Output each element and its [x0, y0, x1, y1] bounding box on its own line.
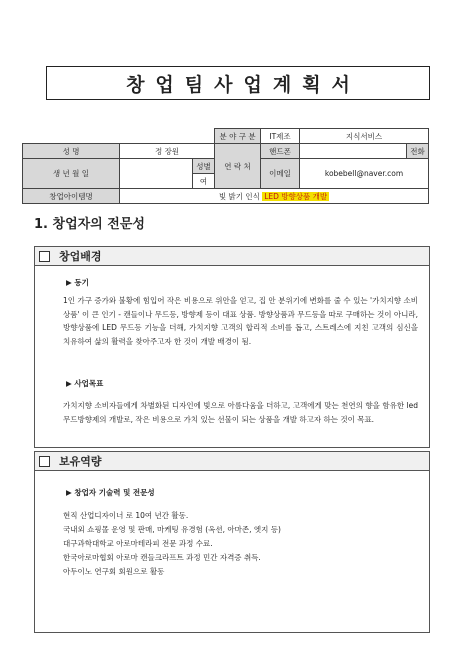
document-title-box — [46, 66, 430, 100]
phone-label: 전화 — [407, 144, 429, 159]
item-value: 빛 밝기 인식 LED 방향상품 개발 — [120, 189, 429, 204]
motive-text: 1인 가구 증가와 불황에 힘입어 작은 비용으로 위안을 얻고, 집 안 분위기에 변화를 줄 수 있는 '가치지향 소비상품' 이 큰 인기 - 캔들이나 무드등, 방향제 등이 대표 상품. 방향상품과 무드등을 따로 구매하는 것이 아니라, 방향상품에 LED 무드등 기능을 더해, 가치지향 고객의 합리적 소비를 돕고, 스트레스에 지친 고객의 심신을 치유하여 삶의 활력을 찾아주고자 한 것이 개발 배경이 됨. — [63, 296, 418, 346]
motive-title: ▶ 동기 — [66, 278, 89, 287]
applicant-info-table — [22, 128, 429, 204]
checkbox-square-icon — [39, 251, 50, 262]
gender-label: 성별 — [193, 159, 215, 174]
capability-box-header — [35, 452, 429, 471]
expertise-line: 한국아로마협회 아로마 캔들크라프트 과정 민간 자격증 취득. — [63, 553, 261, 562]
motive-block — [66, 277, 421, 288]
field-value: IT제조 — [261, 129, 300, 144]
motive-text-block — [63, 294, 418, 348]
expertise-list — [63, 509, 418, 579]
email-label: 이메일 — [261, 159, 300, 189]
background-heading: 창업배경 — [59, 250, 102, 263]
contact-label: 연 락 처 — [215, 144, 261, 189]
expertise-line: 아두이노 연구회 회원으로 활동 — [63, 567, 165, 576]
goal-title: ▶ 사업목표 — [66, 379, 104, 388]
mobile-value — [300, 144, 407, 159]
name-value: 정 장원 — [120, 144, 215, 159]
expertise-line: 현직 산업디자이너 로 10여 년간 활동. — [63, 511, 189, 520]
field-label: 분 야 구 분 — [215, 129, 261, 144]
document-title: 창업팀사업계획서 — [126, 73, 361, 96]
section-heading-expertise: 1. 창업자의 전문성 — [34, 217, 145, 232]
field-value-2: 지식서비스 — [300, 129, 429, 144]
expertise-block — [66, 487, 421, 498]
gender-value: 여 — [193, 174, 215, 189]
birth-label: 생 년 월 일 — [23, 159, 120, 189]
name-label: 성 명 — [23, 144, 120, 159]
checkbox-square-icon — [39, 456, 50, 467]
item-label: 창업아이템명 — [23, 189, 120, 204]
background-box-header — [35, 247, 429, 266]
birth-value — [120, 159, 193, 189]
item-highlight: LED 방향상품 개발 — [264, 191, 328, 201]
capability-heading: 보유역량 — [59, 455, 102, 468]
expertise-line: 국내외 쇼핑몰 운영 및 판매, 마케팅 유경험 (옥션, 아마존, 엣지 등) — [63, 525, 281, 534]
mobile-label: 핸드폰 — [261, 144, 300, 159]
expertise-title: ▶ 창업자 기술력 및 전문성 — [66, 488, 155, 497]
goal-block — [66, 378, 421, 389]
goal-text: 가치지향 소비자들에게 차별화된 디자인에 빛으로 아름다움을 더하고, 고객에게 맞는 천연의 향을 함유한 led무드방향제의 개발로, 작은 비용으로 가치 있는 선물이 되는 상품을 개발 하고자 하는 것이 목표. — [63, 401, 418, 424]
goal-text-block — [63, 399, 418, 426]
email-value: kobebell@naver.com — [300, 159, 429, 189]
expertise-line: 대구과학대학교 아로마테라피 전문 과정 수료. — [63, 539, 213, 548]
